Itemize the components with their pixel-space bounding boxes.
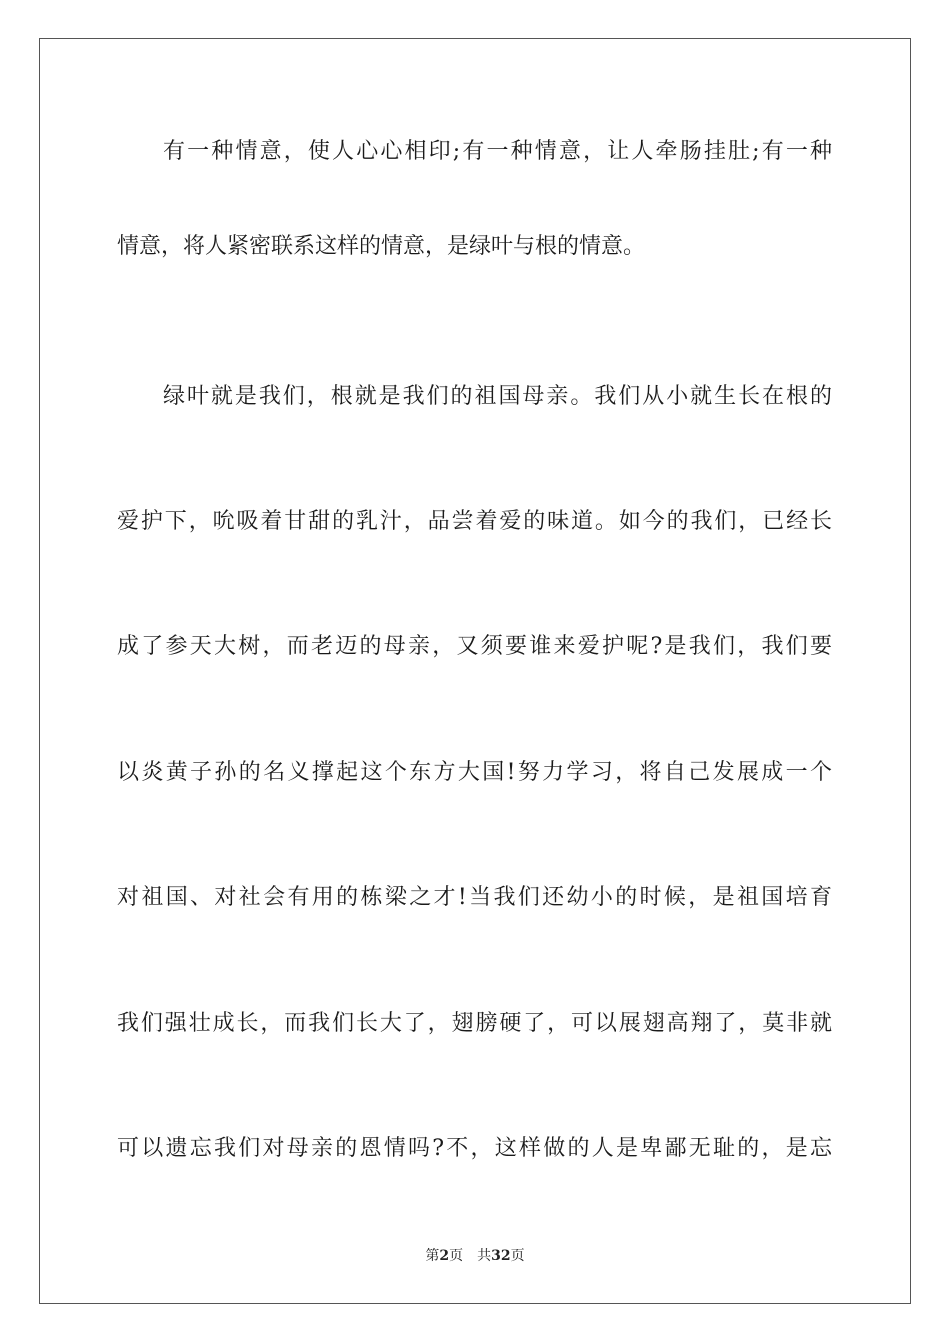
paragraph-2-line-5: 对祖国、对社会有用的栋梁之才!当我们还幼小的时候，是祖国培育: [117, 885, 832, 910]
page-prefix: 第: [425, 1248, 440, 1264]
page-suffix: 页: [449, 1248, 464, 1264]
page-number: 2: [439, 1248, 450, 1264]
page-footer: [0, 1246, 950, 1266]
total-suffix: 页: [510, 1248, 525, 1264]
page-border: [39, 38, 911, 1304]
total-prefix: 共: [477, 1248, 492, 1264]
paragraph-2-line-2: 爱护下，吮吸着甘甜的乳汁，品尝着爱的味道。如今的我们，已经长: [117, 509, 832, 534]
paragraph-2-line-3: 成了参天大树，而老迈的母亲，又须要谁来爱护呢?是我们，我们要: [117, 634, 832, 659]
paragraph-2-line-4: 以炎黄子孙的名义撑起这个东方大国!努力学习，将自己发展成一个: [117, 760, 832, 785]
paragraph-2-line-7: 可以遗忘我们对母亲的恩情吗?不，这样做的人是卑鄙无耻的，是忘: [117, 1136, 832, 1161]
paragraph-2-line-6: 我们强壮成长，而我们长大了，翅膀硬了，可以展翅高翔了，莫非就: [117, 1011, 832, 1036]
total-pages: 32: [491, 1248, 511, 1264]
paragraph-1-line-1: 有一种情意，使人心心相印;有一种情意，让人牵肠挂肚;有一种: [163, 139, 832, 164]
paragraph-1-line-2: 情意，将人紧密联系这样的情意，是绿叶与根的情意。: [117, 234, 646, 259]
paragraph-2-line-1: 绿叶就是我们，根就是我们的祖国母亲。我们从小就生长在根的: [163, 384, 832, 409]
